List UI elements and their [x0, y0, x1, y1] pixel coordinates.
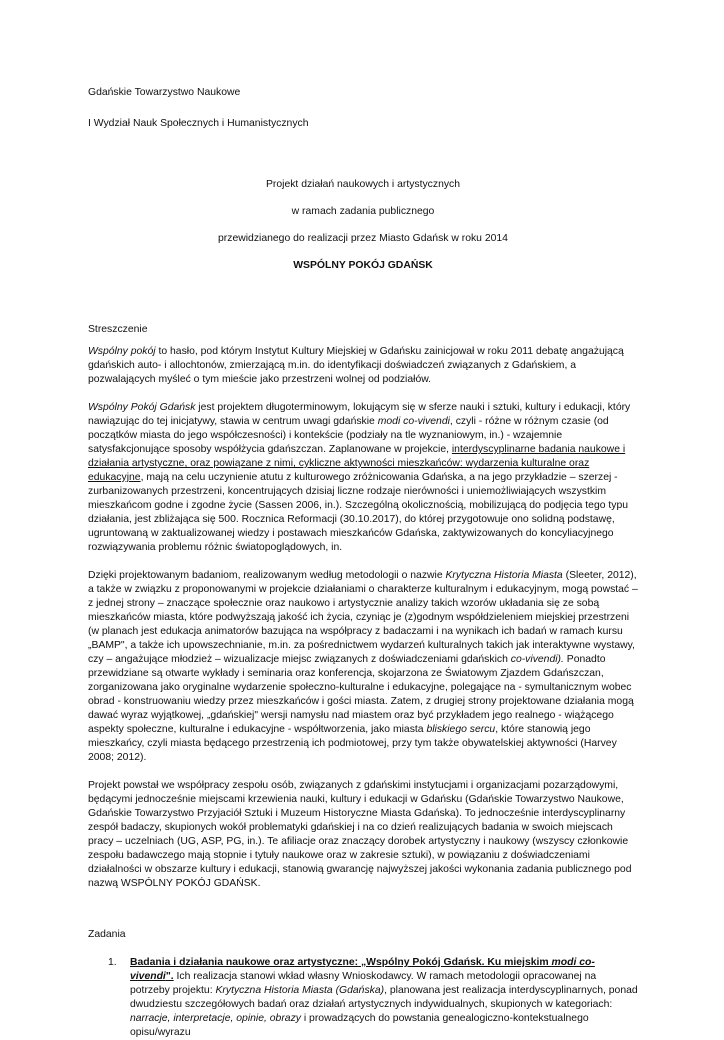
tasks-label: Zadania [88, 929, 126, 940]
org-name: Gdańskie Towarzystwo Naukowe [88, 87, 241, 98]
text-run: Ponadto przewidziane są otwarte wykłady i seminaria oraz konferencja, skojarzona ze Światowym Zjazdem Gdańszczan, zorganizowana jako oryginalne wydarzenie społeczno-kulturalne i edukacyjne, polegające na - symultanicznym wobec obrad - konstruowaniu wiedzy przez mieszkańców i gości miasta. Zatem, z drugiej strony projektowane działania mogą dawać wyraz wyjątkowej, „gdańskiej" wersji namysłu nad miastem oraz być przykładem jego realnego - wiążącego aspekty społeczne, kulturalne i edukacyjne - współtworzenia, jako miasta [88, 654, 634, 735]
document-page [88, 86, 638, 1040]
heading-line-3: przewidzianego do realizacji przez Miasto Gdańsk w roku 2014 [218, 233, 508, 244]
summary-paragraph-1 [88, 345, 638, 387]
italic-phrase: Krytyczna Historia Miasta [445, 570, 563, 581]
text-run: Badania i działania naukowe oraz artystyczne: „Wspólny Pokój Gdańsk. Ku miejskim [130, 957, 552, 968]
text-run: i prowadzących do powstania genealogiczno-kontekstualnego opisu/wyrazu [130, 1013, 589, 1038]
text-run: , planowana jest realizacja interdyscyplinarnych, ponad dwudziestu szczegółowych badań oraz działań artystycznych indywidualnych, skupionych w kategoriach: [130, 985, 638, 1010]
text-run: , które stanowią jego mieszkańcy, czyli miasta będącego przestrzenią ich podmiotowej, przy tym także obywatelskiej aktywności (Harvey 2008; 2012). [88, 724, 617, 763]
summary-paragraph-2 [88, 401, 638, 555]
summary-label: Streszczenie [88, 324, 148, 335]
task-item-1 [88, 956, 638, 1040]
text-run: (Sleeter, 2012), a także w związku z proponowanymi w projekcie działaniami o charakterze kulturalnym i edukacyjnym, mogą powstać – z jednej strony – znaczące społecznie oraz naukowo i artystycznie analizy takich wzorów układania się ze sobą mieszkańców miasta, które podwyższają jakość ich życia, czyniąc je (z)godnym współdzieleniem miejskiej przestrzeni (w planach jest edukacja animatorów bazująca na współpracy z badaczami i na wynikach ich badań w ramach kursu „BAMP", a także ich upowszechnianie, m.in. za pośrednictwem wydarzeń kulturalnych takich jak interaktywne wystawy, czy – angażujące młodzież – wizualizacje miejsc związanych z doświadczeniami gdańskich [88, 570, 638, 665]
italic-phrase: modi co-vivendi [377, 416, 450, 427]
summary-paragraph-3 [88, 569, 638, 765]
heading-line-1: Projekt działań naukowych i artystycznych [265, 179, 461, 190]
italic-phrase: bliskiego sercu [426, 724, 496, 735]
italic-phrase: Wspólny Pokój Gdańsk [88, 402, 196, 413]
text-run: , czyli - różne w różnym czasie (od początków miasta do jego współczesności) i kontekście (podziały na tle wyznaniowym, in.) - wzajemnie satysfakcjonujące sposoby współżycia gdańszczan. Zaplanowane w projekcie, [88, 416, 609, 455]
heading-line-2: w ramach zadania publicznego [291, 206, 435, 217]
department-name: I Wydział Nauk Społecznych i Humanistycznych [88, 118, 309, 129]
text-run: to hasło, pod którym Instytut Kultury Miejskiej w Gdańsku zainicjował w roku 2011 debatę angażującą gdańskich auto- i allochtonów, zmierzającą m.in. do identyfikacji doświadczeń związanych z Gdańskiem, a pozwalających myśleć o tym mieście jako przestrzeni wolnej od podziałów. [88, 346, 624, 385]
italic-phrase: Wspólny pokój [88, 346, 156, 357]
italic-phrase: co-vivendi). [510, 654, 564, 665]
italic-phrase: Krytyczna Historia Miasta (Gdańska) [215, 985, 385, 996]
text-run: Ich realizacja stanowi wkład własny Wnioskodawcy. W ramach metodologii opracowanej na potrzeby projektu: [130, 971, 597, 996]
italic-phrase: narracje, interpretacje, opinie, obrazy [130, 1013, 301, 1024]
summary-paragraph-4: Projekt powstał we współpracy zespołu osób, związanych z gdańskimi instytucjami i organizacjami pozarządowymi, będącymi jednocześnie miejscami krzewienia nauki, kultury i edukacji w Gdańsku (Gdańskie Towarzystwo Naukowe, Gdańskie Towarzystwo Przyjaciół Sztuki i Muzeum Historyczne Miasta Gdańska). To jednocześnie interdyscyplinarny zespół badaczy, skupionych wokół problematyki gdańskiej i na co dzień realizujących badania w swoich miejscach pracy – uczelniach (UG, ASP, PG, in.). Te afiliacje oraz znaczący dorobek artystyczny i naukowy (wszyscy członkowie zespołu badawczego mają stopnie i tytuły naukowe oraz w zakresie sztuki), w powiązaniu z doświadczeniami działalności w obszarze kultury i edukacji, stanowią gwarancję najwyższej jakości wykonania zadania publicznego pod nazwą WSPÓLNY POKÓJ GDAŃSK. [88, 780, 632, 889]
text-run: Dzięki projektowanym badaniom, realizowanym według metodologii o nazwie [88, 570, 446, 581]
header-block [88, 86, 638, 131]
list-number: 1. [108, 957, 117, 968]
text-run: , mają na celu uczynienie atutu z kulturowego zróżnicowania Gdańska, a na jego przykładzie – szerzej - zurbanizowanych przestrzeni, koncentrujących dzisiaj liczne rodzaje nierówności i uniemożliwiających wszystkim mieszkańcom godne i zgodne życie (Sassen 2006, in.). Szczególną okolicznością, mobilizującą do podjęcia tego typu działania, jest zbliżająca się 500. Rocznica Reformacji (30.10.2017), do której przygotowuje ono solidną podstawę, ugruntowaną w zaktualizowanej wiedzy i postawach mieszkańców Gdańska, zaktywizowanych do koncyliacyjnego rozwiązywania problemu różnic światopoglądowych, in. [88, 472, 629, 553]
text-run: jest projektem długoterminowym, lokującym się w sferze nauki i sztuki, kultury i edukacji, który nawiązując do tej inicjatywy, stawia w centrum uwagi gdańskie [88, 402, 631, 427]
project-heading [88, 178, 638, 273]
italic-phrase: modi co-vivendi [130, 957, 595, 982]
underlined-phrase: interdyscyplinarne badania naukowe i działania artystyczne, oraz powiązane z nimi, cykliczne aktywności mieszkańców: wydarzenia kulturalne oraz edukacyjne [88, 444, 626, 483]
project-title: WSPÓLNY POKÓJ GDAŃSK [293, 260, 433, 271]
text-run: ". [165, 971, 174, 982]
